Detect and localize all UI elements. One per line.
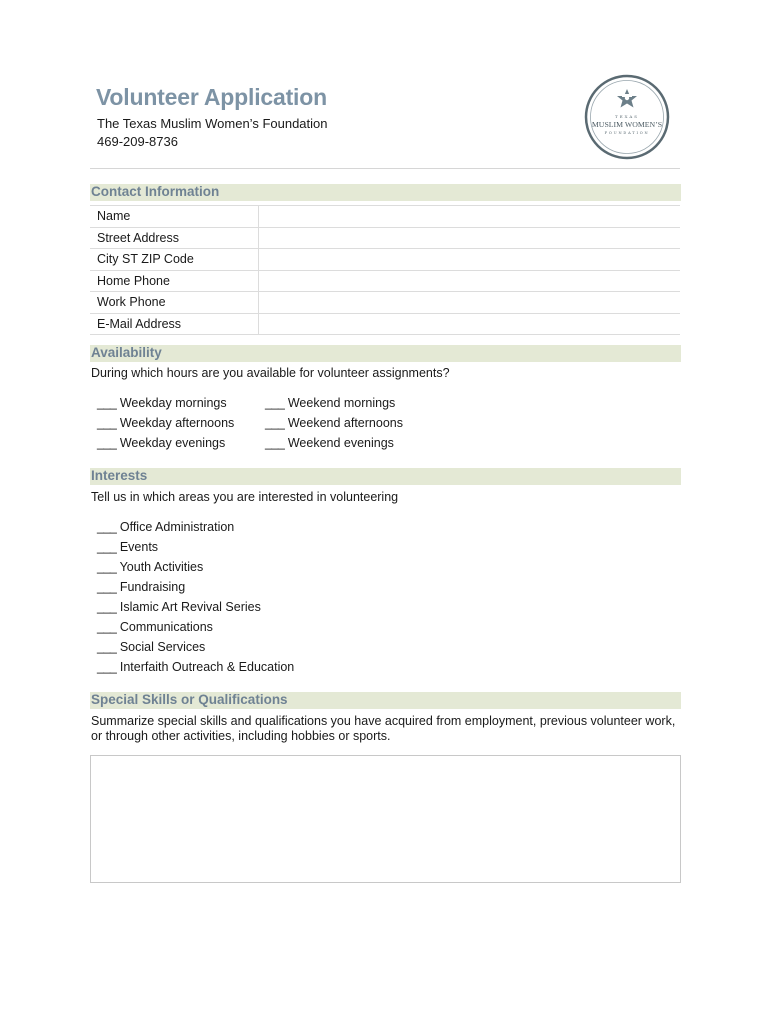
skills-section-title: Special Skills or Qualifications: [91, 692, 288, 707]
option-label: Weekend afternoons: [287, 416, 403, 430]
organization-name: The Texas Muslim Women’s Foundation: [97, 116, 328, 131]
field-label: Work Phone: [90, 292, 259, 314]
availability-option[interactable]: [97, 436, 225, 450]
option-label: Communications: [119, 620, 213, 634]
checkbox-blank[interactable]: ___: [97, 580, 117, 594]
email-field[interactable]: [259, 313, 681, 335]
table-row: [90, 292, 680, 314]
skills-prompt-line1: Summarize special skills and qualifications you have acquired from employment, previous volunteer work,: [91, 714, 676, 728]
option-label: Weekday evenings: [119, 436, 226, 450]
contact-section-title: Contact Information: [91, 184, 220, 199]
availability-prompt: During which hours are you available for volunteer assignments?: [91, 366, 450, 380]
street-address-field[interactable]: [259, 227, 681, 249]
checkbox-blank[interactable]: ___: [97, 560, 117, 574]
contact-table: [90, 205, 680, 335]
availability-section-bar: [90, 345, 681, 362]
svg-text:FOUNDATION: FOUNDATION: [604, 131, 650, 135]
option-label: Fundraising: [119, 580, 186, 594]
table-row: [90, 249, 680, 271]
interest-option[interactable]: [97, 520, 234, 534]
checkbox-blank[interactable]: ___: [97, 396, 117, 410]
work-phone-field[interactable]: [259, 292, 681, 314]
option-label: Weekend mornings: [287, 396, 396, 410]
skills-prompt-line2: or through other activities, including hobbies or sports.: [91, 729, 391, 743]
availability-option[interactable]: [97, 396, 227, 410]
table-row: [90, 227, 680, 249]
option-label: Weekday mornings: [119, 396, 227, 410]
interest-option[interactable]: [97, 640, 205, 654]
checkbox-blank[interactable]: ___: [97, 540, 117, 554]
interest-option[interactable]: [97, 540, 158, 554]
availability-option[interactable]: [97, 416, 234, 430]
field-label: E-Mail Address: [90, 313, 259, 335]
availability-option[interactable]: [265, 416, 403, 430]
interest-option[interactable]: [97, 580, 185, 594]
field-label: Name: [90, 206, 259, 228]
table-row: [90, 206, 680, 228]
checkbox-blank[interactable]: ___: [97, 436, 117, 450]
option-label: Youth Activities: [119, 560, 204, 574]
interests-section-bar: [90, 468, 681, 485]
availability-option[interactable]: [265, 396, 395, 410]
header-divider: [90, 168, 680, 169]
name-field[interactable]: [259, 206, 681, 228]
svg-text:TEXAS: TEXAS: [615, 114, 639, 119]
field-label: Home Phone: [90, 270, 259, 292]
table-row: [90, 313, 680, 335]
availability-option[interactable]: [265, 436, 394, 450]
city-st-zip-field[interactable]: [259, 249, 681, 271]
interest-option[interactable]: [97, 660, 294, 674]
skills-textarea[interactable]: [90, 755, 681, 883]
checkbox-blank[interactable]: ___: [97, 416, 117, 430]
option-label: Office Administration: [119, 520, 235, 534]
table-row: [90, 270, 680, 292]
checkbox-blank[interactable]: ___: [97, 520, 117, 534]
option-label: Events: [119, 540, 159, 554]
option-label: Interfaith Outreach & Education: [119, 660, 295, 674]
option-label: Social Services: [119, 640, 206, 654]
interest-option[interactable]: [97, 620, 213, 634]
checkbox-blank[interactable]: ___: [97, 660, 117, 674]
checkbox-blank[interactable]: ___: [265, 436, 285, 450]
interest-option[interactable]: [97, 560, 203, 574]
field-label: Street Address: [90, 227, 259, 249]
availability-section-title: Availability: [91, 345, 162, 360]
checkbox-blank[interactable]: ___: [97, 620, 117, 634]
page-title: Volunteer Application: [96, 84, 327, 110]
foundation-logo: [584, 74, 670, 160]
interests-section-title: Interests: [91, 468, 148, 483]
checkbox-blank[interactable]: ___: [97, 640, 117, 654]
checkbox-blank[interactable]: ___: [265, 416, 285, 430]
svg-text:MUSLIM WOMEN’S: MUSLIM WOMEN’S: [591, 120, 663, 129]
field-label: City ST ZIP Code: [90, 249, 259, 271]
home-phone-field[interactable]: [259, 270, 681, 292]
interest-option[interactable]: [97, 600, 261, 614]
option-label: Islamic Art Revival Series: [119, 600, 261, 614]
option-label: Weekday afternoons: [119, 416, 235, 430]
interests-prompt: Tell us in which areas you are interested in volunteering: [91, 490, 399, 504]
checkbox-blank[interactable]: ___: [97, 600, 117, 614]
checkbox-blank[interactable]: ___: [265, 396, 285, 410]
organization-phone: 469-209-8736: [97, 134, 178, 149]
option-label: Weekend evenings: [287, 436, 394, 450]
